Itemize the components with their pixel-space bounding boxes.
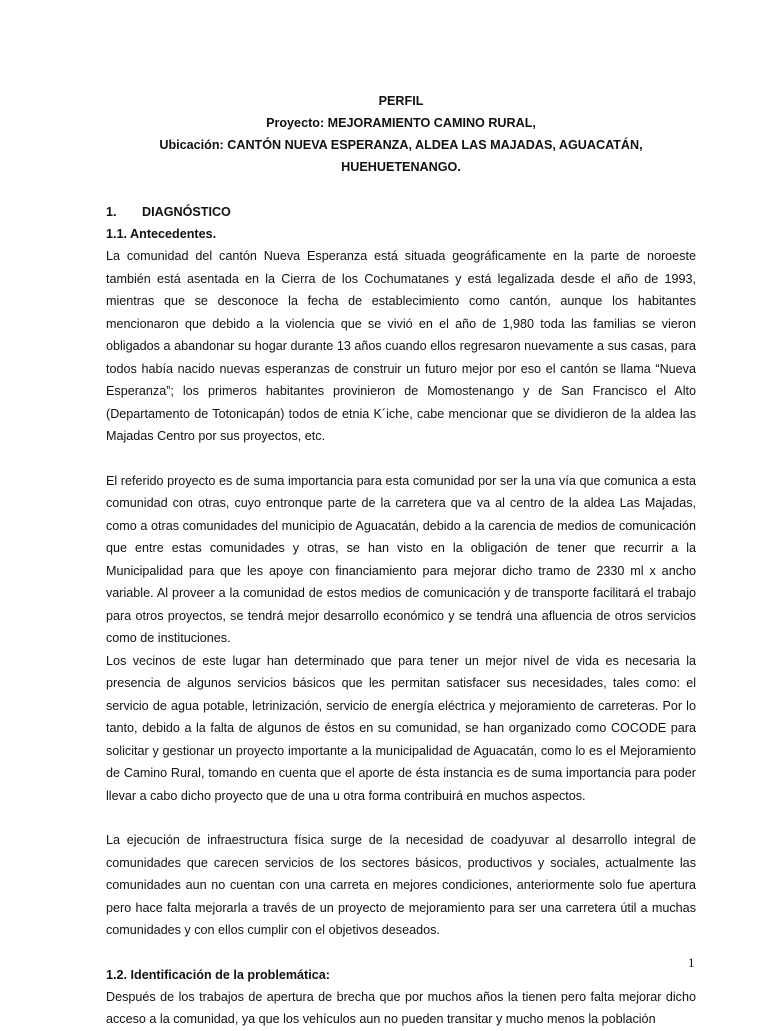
paragraph-3: Los vecinos de este lugar han determinado que para tener un mejor nivel de vida es necesaria la presencia de algunos servicios básicos que les permitan satisfacer sus necesidades, tales como: el servicio de agua potable, letrinización, servicio de energía eléctrica y mejoramiento de carreteras. Por lo tanto, debido a la falta de algunos de éstos en su comunidad, se han organizado como COCODE para solicitar y gestionar un proyecto importante a la municipalidad de Aguacatán, como lo es el Mejoramiento de Camino Rural, tomando en cuenta que el aporte de ésta instancia es de suma importancia para poder llevar a cabo dicho proyecto que de una u otra forma contribuirá en muchos aspectos. [106,653,696,803]
project-line: Proyecto: MEJORAMIENTO CAMINO RURAL, [266,116,536,130]
paragraph-5: Después de los trabajos de apertura de brecha que por muchos años la tienen pero falta mejorar dicho acceso a la comunidad, ya que los vehículos aun no pueden transitar y mucho menos la población [106,989,696,1026]
paragraph-4: La ejecución de infraestructura física surge de la necesidad de coadyuvar al desarrollo integral de comunidades que carecen servicios de los sectores básicos, productivos y sociales, actualmente las comunidades aun no cuentan con una carreta en mejores condiciones, anteriormente solo fue apertura pero hace falta mejorarla a través de un proyecto de mejoramiento para ser una carretera útil a muchas comunidades y con ellos cumplir con el objetivos deseados. [106,833,696,937]
section-heading [106,201,696,223]
paragraph-1: La comunidad del cantón Nueva Esperanza está situada geográficamente en la parte de noroeste también está asentada en la Cierra de los Cochumatanes y está legalizada desde el año de 1993, mientras que se desconoce la fecha de establecimiento como cantón, aunque los habitantes mencionaron que debido a la violencia que se vivió en el año de 1,980 toda las familias se vieron obligados a abandonar su hogar durante 13 años cuando ellos regresaron nuevamente a sus casas, para todos había nacido nuevas esperanzas de construir un futuro mejor por eso el cantón se llama “Nueva Esperanza”; los primeros habitantes provinieron de Momostenango y de San Francisco el Alto (Departamento de Totonicapán) todos de etnia K´iche, cabe mencionar que se dividieron de la aldea las Majadas Centro por sus proyectos, etc. [106,249,696,443]
location-line: Ubicación: CANTÓN NUEVA ESPERANZA, ALDEA LAS MAJADAS, AGUACATÁN, HUEHUETENANGO. [159,138,643,174]
page-number: 1 [688,955,695,970]
section-title: DIAGNÓSTICO [142,205,231,219]
document-title: PERFIL [378,94,424,108]
subsection-heading-antecedentes: 1.1. Antecedentes. [106,227,217,241]
paragraph-2: El referido proyecto es de suma importancia para esta comunidad por ser la una vía que comunica a esta comunidad con otras, cuyo entronque parte de la carretera que va al centro de la aldea Las Majadas, como a otras comunidades del municipio de Aguacatán, debido a la carencia de medios de comunicación que entre estas comunidades y otras, se han visto en la obligación de tener que recurrir a la Municipalidad para que les apoye con financiamiento para mejorar dicho tramo de 2330 ml x ancho variable. Al proveer a la comunidad de estos medios de comunicación y de transporte facilitará el trabajo para otros proyectos, se tendrá mejor desarrollo económico y se tendrá una afluencia de otros servicios como de instituciones. [106,473,696,645]
section-number: 1. [106,205,117,219]
document-header [106,90,696,178]
document-page [106,90,696,1031]
subsection-heading-problematica: 1.2. Identificación de la problemática: [106,967,330,982]
